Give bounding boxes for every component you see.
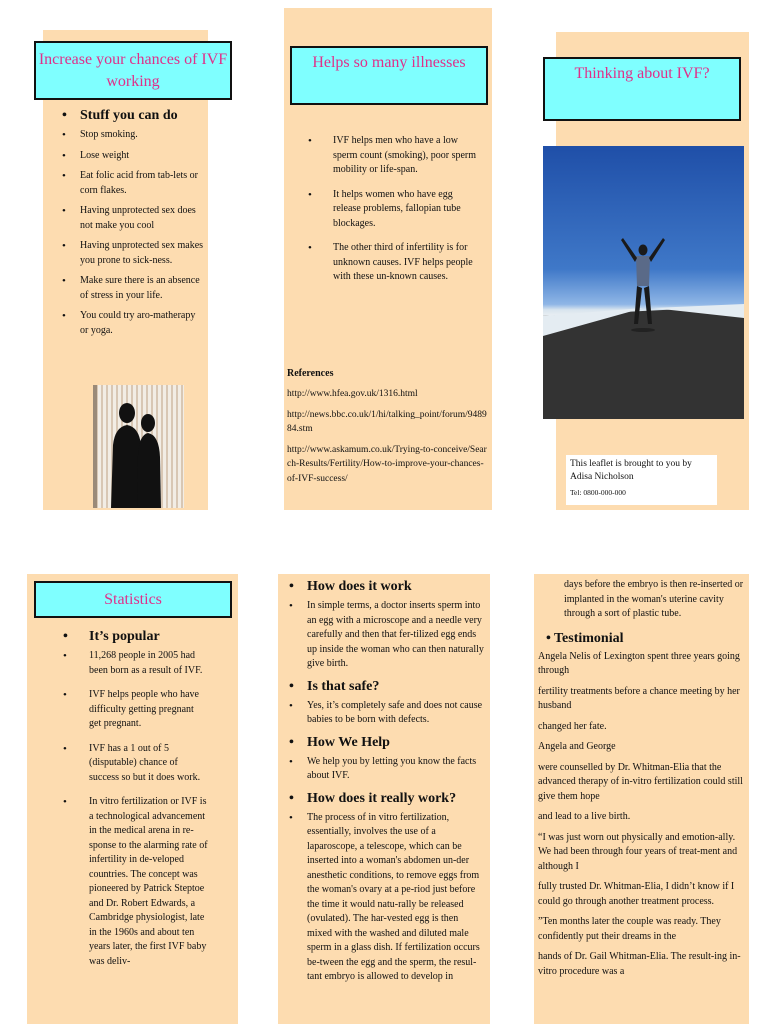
section-text: • Yes, it’s completely safe and does not cause babies to be born with defects. bbox=[281, 699, 485, 728]
section-text: • In simple terms, a doctor inserts sperm into an egg with a microscope and a needle very carefully and then that fer-tilized egg ends up inside the woman who can then naturally give birth. bbox=[281, 599, 485, 672]
panel1-heading: • Stuff you can do bbox=[54, 107, 204, 125]
testimonial-paragraph: fertility treatments before a chance meeting by her husband bbox=[538, 685, 740, 711]
list-item: • The other third of infertility is for unknown causes. IVF helps people with these un-known causes. bbox=[300, 241, 478, 285]
section-heading: • How We Help bbox=[281, 734, 485, 752]
list-item: • Having unprotected sex does not make you cool bbox=[54, 204, 204, 233]
panel5-content bbox=[281, 578, 485, 993]
testimonial-paragraph: fully trusted Dr. Whitman-Elia, I didn’t know if I could go through another treatment process. bbox=[538, 881, 735, 907]
list-item: • In vitro fertilization or IVF is a technological advancement in the medical arena in re-sponse to the alarming rate of infertility in de-veloped countries. The concept was pioneered by Patrick Steptoe and Dr. Robert Edwards, a Cambridge physiologist, late in the 1960s and about ten years later, the first IVF baby was deliv- bbox=[55, 795, 208, 969]
panel3-title: Thinking about IVF? bbox=[543, 57, 741, 121]
reference-link[interactable]: http://news.bbc.co.uk/1/hi/talking_point/forum/948984.stm bbox=[287, 409, 487, 434]
section-text: • The process of in vitro fertilization, essentially, involves the use of a laparoscope, a telescope, which can be inserted into a woman's abdomen un-der anesthetic conditions, to remove eggs from the woman's ovary at a pe-riod just before the time it would natu-rally be released (ovulated). The har-vested egg is then mixed with the washed and diluted male sperm in a glass dish. If fertilization occurs be-tween the egg and the sperm, the resul-tant embryo is allowed to develop in bbox=[281, 811, 485, 985]
list-item: • 11,268 people in 2005 had been born as a result of IVF. bbox=[55, 649, 208, 678]
panel4-title: Statistics bbox=[34, 581, 232, 618]
references-section bbox=[287, 368, 487, 492]
list-item: • Stop smoking. bbox=[54, 128, 204, 143]
continued-text: days before the embryo is then re-inserted or implanted in the woman's uterine cavity through a sort of plastic tube. bbox=[564, 579, 744, 619]
couple-silhouette-image bbox=[93, 385, 184, 508]
testimonial-paragraph: changed her fate. bbox=[538, 720, 607, 732]
road-jump-photo bbox=[543, 146, 744, 419]
section-heading: • How does it work bbox=[281, 578, 485, 596]
panel4-content bbox=[55, 628, 208, 977]
section-heading: • Is that safe? bbox=[281, 678, 485, 696]
list-item: • IVF helps men who have a low sperm count (smoking), poor sperm mobility or life-span. bbox=[300, 134, 478, 178]
references-heading: References bbox=[287, 368, 334, 379]
testimonial-paragraph: Angela Nelis of Lexington spent three years going through bbox=[538, 650, 740, 676]
brought-by-text: This leaflet is brought to you by Adisa Nicholson bbox=[570, 459, 692, 482]
testimonial-paragraph: ”Ten months later the couple was ready. They confidently put their dreams in the bbox=[538, 916, 721, 942]
list-item: • Eat folic acid from tab-lets or corn flakes. bbox=[54, 169, 204, 198]
list-item: • Lose weight bbox=[54, 149, 204, 164]
panel1-title: Increase your chances of IVF working bbox=[34, 41, 232, 100]
leaflet-credit-box bbox=[566, 455, 717, 505]
reference-link[interactable]: http://www.hfea.gov.uk/1316.html bbox=[287, 389, 418, 399]
panel4-heading: • It’s popular bbox=[55, 628, 208, 646]
testimonial-paragraph: Angela and George bbox=[538, 741, 616, 752]
testimonial-paragraph: were counselled by Dr. Whitman-Elia that the advanced therapy of in-vitro fertilization could still give them hope bbox=[538, 761, 743, 802]
testimonial-paragraph: and lead to a live birth. bbox=[538, 811, 631, 822]
reference-link[interactable]: http://www.askamum.co.uk/Trying-to-conceive/Search-Results/Fertility/How-to-improve-your-chances-of-IVF-success/ bbox=[287, 444, 487, 484]
section-heading: • How does it really work? bbox=[281, 790, 485, 808]
panel2-title: Helps so many illnesses bbox=[290, 46, 488, 105]
testimonial-paragraph: hands of Dr. Gail Whitman-Elia. The result-ing in-vitro procedure was a bbox=[538, 951, 741, 977]
panel6-content bbox=[538, 578, 748, 985]
list-item: • Make sure there is an absence of stress in your life. bbox=[54, 274, 204, 303]
telephone-text: Tel: 0800-000-000 bbox=[570, 488, 626, 497]
list-item: • IVF helps people who have difficulty getting pregnant get pregnant. bbox=[55, 688, 208, 732]
section-text: • We help you by letting you know the facts about IVF. bbox=[281, 755, 485, 784]
list-item: • It helps women who have egg release problems, fallopian tube blockages. bbox=[300, 188, 478, 232]
list-item: • IVF has a 1 out of 5 (disputable) chance of success so but it does work. bbox=[55, 742, 208, 786]
testimonial-paragraph: “I was just worn out physically and emotion-ally. We had been through four years of treat-ment and although I bbox=[538, 831, 738, 872]
testimonial-heading: • Testimonial bbox=[538, 630, 748, 648]
panel1-content bbox=[54, 107, 204, 344]
list-item: • Having unprotected sex makes you prone to sick-ness. bbox=[54, 239, 204, 268]
panel2-content bbox=[300, 134, 478, 293]
list-item: • You could try aro-matherapy or yoga. bbox=[54, 309, 204, 338]
